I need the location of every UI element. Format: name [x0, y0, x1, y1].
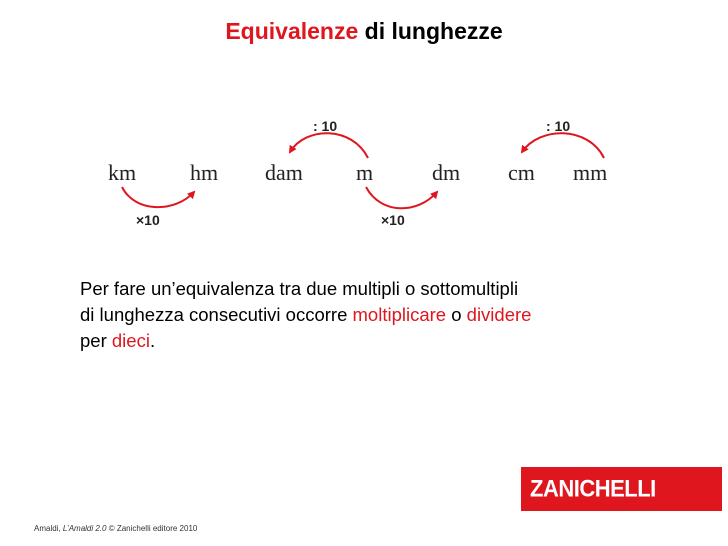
publisher-logo: ZANICHELLI — [521, 467, 722, 511]
title-accent: Equivalenze — [225, 18, 359, 44]
explanation-paragraph — [80, 276, 690, 354]
multiply-label-2: ×10 — [381, 212, 405, 228]
footer-book: L’Amaldi 2.0 — [62, 524, 107, 533]
line2-text: di lunghezza consecutivi occorre — [80, 304, 353, 325]
unit-m: m — [356, 160, 374, 185]
footer-author: Amaldi, — [34, 524, 63, 533]
line3-text: per — [80, 330, 112, 351]
unit-dm: dm — [432, 160, 461, 185]
period: . — [149, 330, 156, 351]
footer-credit — [34, 524, 197, 533]
word-divide: dividere — [466, 304, 532, 325]
word-ten: dieci — [111, 330, 150, 351]
explanation-line-3 — [80, 328, 690, 354]
multiply-arrow-m-dm — [366, 187, 437, 208]
explanation-line-1: Per fare un’equivalenza tra due multipli o sottomultipli — [80, 278, 519, 299]
divide-arrow-m-dam — [290, 133, 368, 158]
multiply-arrow-km-hm — [122, 187, 194, 207]
unit-dam: dam — [265, 160, 303, 185]
footer-publisher: © Zanichelli editore 2010 — [106, 524, 198, 533]
divide-label-1: : 10 — [313, 118, 338, 134]
explanation-line-2 — [80, 302, 690, 328]
divide-arrow-mm-cm — [522, 133, 604, 158]
word-multiply: moltiplicare — [352, 304, 447, 325]
unit-cm: cm — [508, 160, 535, 185]
unit-hm: hm — [190, 160, 219, 185]
unit-mm: mm — [573, 160, 608, 185]
multiply-label-1: ×10 — [136, 212, 160, 228]
unit-km: km — [108, 160, 137, 185]
divide-label-2: : 10 — [546, 118, 571, 134]
title-rest: di lunghezze — [358, 18, 503, 44]
conjunction: o — [446, 304, 467, 325]
